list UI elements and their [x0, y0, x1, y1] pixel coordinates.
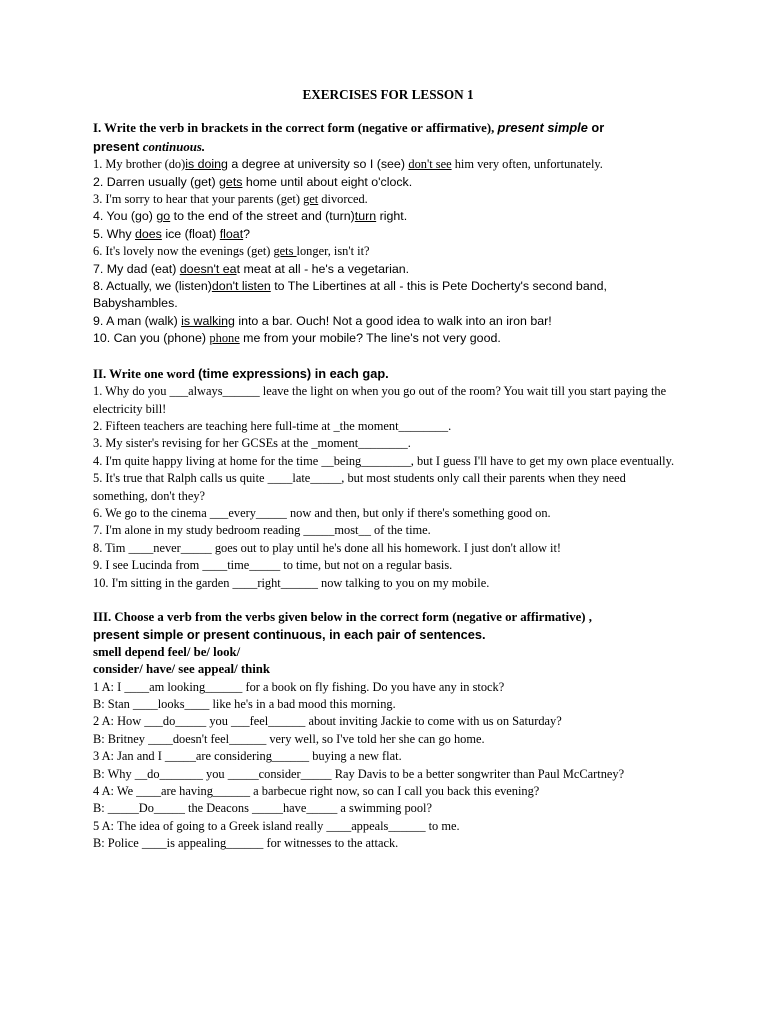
verb-list-2: consider/ have/ see appeal/ think [93, 662, 271, 677]
s2-item: 3. My sister's revising for her GCSEs at the _moment________. [93, 436, 411, 451]
section-3 [93, 609, 683, 853]
s2-item: 1. Why do you ___always______ leave the light on when you go out of the room? You wait till you start paying the electricity bill! [93, 384, 667, 416]
s1-item-7: 7. My dad (eat) doesn't eat meat at all - he's a vegetarian. [93, 261, 410, 276]
s3-item: B: Britney ____doesn't feel______ very well, so I've told her she can go home. [93, 731, 485, 746]
page-title: EXERCISES FOR LESSON 1 [302, 87, 474, 102]
section-1-heading-continuous: continuous. [142, 139, 206, 154]
s3-item: B: Police ____is appealing______ for witnesses to the attack. [93, 836, 399, 851]
s1-item-5: 5. Why does ice (float) float? [93, 226, 251, 241]
s2-item: 6. We go to the cinema ___every_____ now and then, but only if there's something good on. [93, 505, 551, 520]
s1-item-4: 4. You (go) go to the end of the street and (turn)turn right. [93, 209, 408, 224]
s3-item: 3 A: Jan and I _____are considering______ buying a new flat. [93, 749, 402, 764]
section-1-heading-present-simple: present simple [497, 120, 588, 136]
s1-item-3: 3. I'm sorry to hear that your parents (get) get divorced. [93, 192, 368, 207]
answer: phone [209, 331, 240, 346]
section-3-heading: III. Choose a verb from the verbs given below in the correct form (negative or affirmative) , [93, 609, 592, 624]
answer: doesn't ea [179, 261, 237, 276]
s2-item: 10. I'm sitting in the garden ____right______ now talking to you on my mobile. [93, 575, 490, 590]
answer: get [303, 192, 319, 207]
section-2 [93, 365, 683, 592]
section-1-heading-present: present [93, 138, 143, 154]
section-1 [93, 119, 683, 347]
s3-item: 2 A: How ___do_____ you ___feel______ about inviting Jackie to come with us on Saturday? [93, 714, 562, 729]
s1-item-10: 10. Can you (phone) phone me from your mobile? The line's not very good. [93, 331, 501, 346]
answer: float [219, 226, 244, 241]
answer: is walking [181, 313, 235, 328]
s2-item: 2. Fifteen teachers are teaching here full-time at _the moment________. [93, 418, 452, 433]
s3-item: B: Stan ____looks____ like he's in a bad mood this morning. [93, 697, 396, 711]
s3-item: B: _____Do_____ the Deacons _____have_____ a swimming pool? [93, 801, 432, 816]
s2-item: 9. I see Lucinda from ____time_____ to time, but not on a regular basis. [93, 558, 453, 573]
answer: gets [273, 244, 297, 259]
s3-item: 4 A: We ____are having______ a barbecue right now, so can I call you back this evening? [93, 784, 540, 799]
s3-item: 1 A: I ____am looking______ for a book on fly fishing. Do you have any in stock? [93, 679, 505, 694]
section-1-heading [93, 119, 683, 156]
section-3-heading-2: present simple or present continuous, in each pair of sentences. [93, 627, 486, 643]
s2-item: 4. I'm quite happy living at home for the time __being________, but I guess I'll have to get my own place eventually. [93, 453, 675, 468]
answer: is doing [185, 157, 228, 172]
answer: turn [354, 209, 377, 224]
section-1-heading-text: I. Write the verb in brackets in the correct form (negative or affirmative), [93, 121, 498, 136]
answer: does [135, 226, 162, 241]
s3-item: B: Why __do_______ you _____consider_____ Ray Davis to be a better songwriter than Paul McCartney? [93, 766, 625, 781]
section-2-heading: II. Write one word (time expressions) in each gap. [93, 365, 389, 381]
section-1-heading-or: or [587, 120, 605, 136]
s1-item-1: 1. My brother (do)is doing a degree at university so I (see) don't see him very often, unfortunately. [93, 157, 603, 172]
s1-item-8: 8. Actually, we (listen)don't listen to The Libertines at all - this is Pete Docherty's second band, Babyshambles. [93, 279, 607, 311]
worksheet-content [93, 86, 683, 853]
s1-item-9: 9. A man (walk) is walking into a bar. Ouch! Not a good idea to walk into an iron bar! [93, 313, 552, 328]
answer: go [156, 209, 171, 224]
s2-item: 7. I'm alone in my study bedroom reading _____most__ of the time. [93, 523, 431, 538]
s2-item: 8. Tim ____never_____ goes out to play until he's done all his homework. I just don't allow it! [93, 540, 562, 555]
s2-item: 5. It's true that Ralph calls us quite ____late_____, but most students only call their parents when they need something, don't they? [93, 471, 626, 503]
answer: don't see [408, 157, 452, 172]
answer: don't listen [211, 279, 271, 294]
s3-item: 5 A: The idea of going to a Greek island really ____appeals______ to me. [93, 818, 460, 833]
s1-item-6: 6. It's lovely now the evenings (get) gets longer, isn't it? [93, 244, 370, 259]
verb-list-1: smell depend feel/ be/ look/ [93, 644, 241, 659]
s1-item-2: 2. Darren usually (get) gets home until about eight o'clock. [93, 174, 413, 189]
answer: gets [219, 174, 243, 189]
